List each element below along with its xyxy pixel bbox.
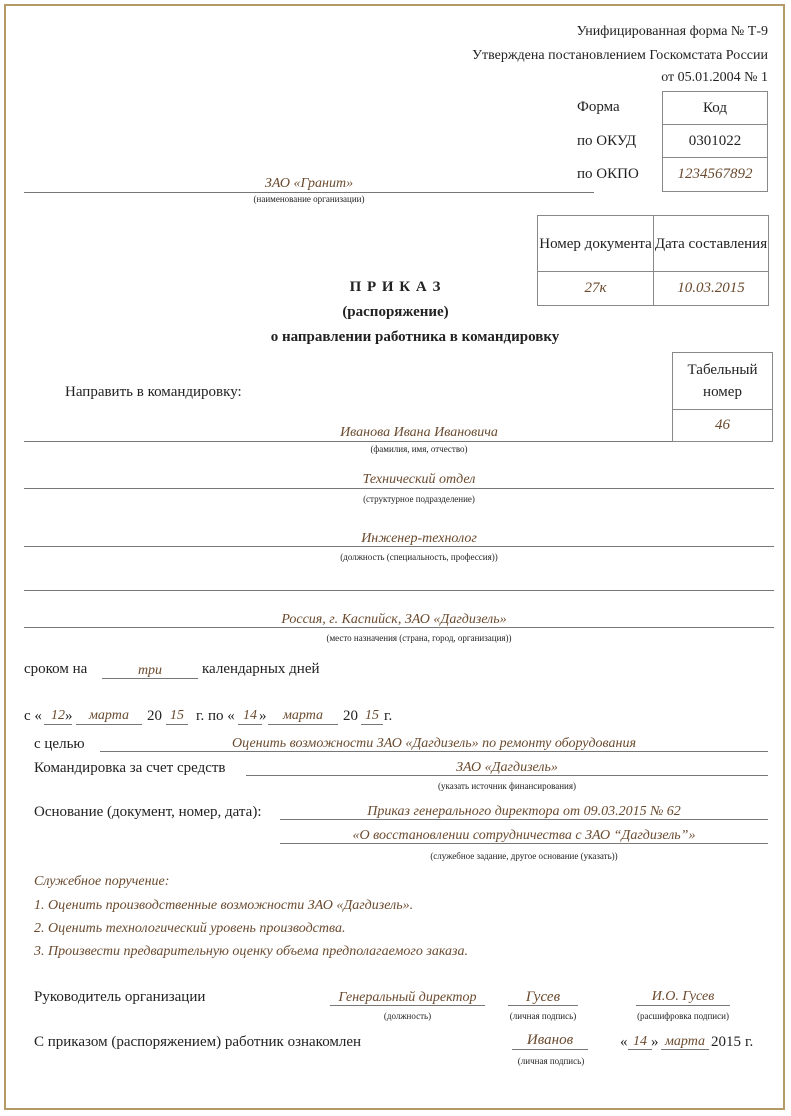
ack-signature-caption: (личная подпись) [517,1056,585,1066]
head-position-caption: (должность) [383,1011,432,1021]
date-from-year-line [166,724,188,725]
date-to-month-line [268,724,338,725]
okpo-value: 1234567892 [663,158,768,192]
term-value: три [137,663,163,678]
date-from-century: 20 [147,708,162,724]
approved-text: Утверждена постановлением Госкомстата России [472,48,768,63]
date-to-prefix: г. по « [196,708,235,724]
ack-day: 14 [633,1034,647,1049]
order-title: П Р И К А З [349,279,442,295]
head-label: Руководитель организации [34,989,206,1005]
term-suffix: календарных дней [202,661,320,677]
date-to-year-line [361,724,383,725]
send-label: Направить в командировку: [65,384,242,400]
date-from-month: марта [88,708,130,723]
head-decoded-line [636,1005,730,1006]
date-to-month: марта [282,708,324,723]
forma-label: Форма [577,99,620,115]
ack-year-suffix: г. [745,1034,754,1050]
doc-date-header: Дата составления [654,216,769,272]
assignment-item: 3. Произвести предварительную оценку объема предполагаемого заказа. [34,944,468,959]
assignment-title: Служебное поручение: [34,874,170,889]
order-subject: о направлении работника в командировку [270,329,560,345]
head-signature-line [508,1005,578,1006]
destination-value: Россия, г. Каспийск, ЗАО «Дагдизель» [281,612,507,627]
doc-number-header: Номер документа [538,216,654,272]
blank-line [24,590,774,591]
assignment-item: 1. Оценить производственные возможности ЗАО «Дагдизель». [34,898,414,913]
date-from-prefix: с « [24,708,42,724]
basis-line1: Приказ генерального директора от 09.03.2015 № 62 [367,804,681,819]
ack-signature-line [512,1049,588,1050]
basis-line1-rule [280,819,768,820]
ack-label: С приказом (распоряжением) работник ознакомлен [34,1034,362,1050]
date-from-year: 15 [170,708,184,723]
doc-date-value: 10.03.2015 [654,272,769,306]
tab-number-value: 46 [673,410,773,442]
head-signature: Гусев [525,989,561,1005]
term-line [102,678,198,679]
date-to-quote: » [259,708,267,724]
position-line [24,546,774,547]
date-from-day: 12 [51,708,65,723]
funding-line [246,775,768,776]
position-caption: (должность (специальность, профессия)) [340,552,498,562]
purpose-label: с целью [34,736,85,752]
funding-value: ЗАО «Дагдизель» [456,760,558,775]
head-position: Генеральный директор [338,990,477,1005]
kod-header: Код [663,92,768,125]
destination-line [24,627,774,628]
destination-caption: (место назначения (страна, город, организация)) [326,633,512,643]
form-name: Унифицированная форма № Т-9 [576,24,768,39]
date-from-quote: » [65,708,73,724]
okpo-label: по ОКПО [577,166,639,182]
employee-name: Иванова Ивана Ивановича [340,425,498,440]
basis-caption: (служебное задание, другое основание (указать)) [430,851,618,861]
organization-caption: (наименование организации) [253,194,365,204]
date-to-century: 20 [343,708,358,724]
assignment-item: 2. Оценить технологический уровень производства. [34,921,346,936]
head-decoded-caption: (расшифровка подписи) [637,1011,729,1021]
head-decoded: И.О. Гусев [651,989,715,1004]
ack-signature: Иванов [526,1032,574,1048]
basis-label: Основание (документ, номер, дата): [34,804,262,820]
doc-number-value: 27к [538,272,654,306]
date-to-day: 14 [243,708,257,723]
funding-caption: (указать источник финансирования) [438,781,576,791]
head-position-line [330,1005,485,1006]
ack-year: 2015 [711,1034,741,1050]
ack-day-line [628,1049,652,1050]
tab-number-header: Табельный номер [673,353,773,410]
okud-value: 0301022 [663,125,768,158]
purpose-value: Оценить возможности ЗАО «Дагдизель» по ремонту оборудования [231,736,636,751]
ack-month: марта [664,1034,706,1049]
department-caption: (структурное подразделение) [363,494,475,504]
organization-line [24,192,594,193]
basis-line2: «О восстановлении сотрудничества с ЗАО “Дагдизель”» [352,828,696,843]
okud-label: по ОКУД [577,133,637,149]
basis-line2-rule [280,843,768,844]
employee-name-line [24,441,672,442]
date-to-year: 15 [365,708,379,723]
approved-date: от 05.01.2004 № 1 [661,70,768,85]
department-value: Технический отдел [362,472,476,487]
term-prefix: сроком на [24,661,88,677]
order-subtitle: (распоряжение) [342,304,449,320]
position-value: Инженер-технолог [361,531,477,546]
department-line [24,488,774,489]
employee-name-caption: (фамилия, имя, отчество) [370,444,468,454]
head-signature-caption: (личная подпись) [509,1011,577,1021]
date-from-month-line [76,724,142,725]
date-to-suffix: г. [384,708,393,724]
codes-table [662,91,768,192]
ack-quote-close: » [651,1034,659,1050]
organization-name: ЗАО «Гранит» [264,176,354,191]
purpose-line [100,751,768,752]
funding-label: Командировка за счет средств [34,760,226,776]
ack-month-line [661,1049,709,1050]
ack-quote-open: « [620,1034,628,1050]
